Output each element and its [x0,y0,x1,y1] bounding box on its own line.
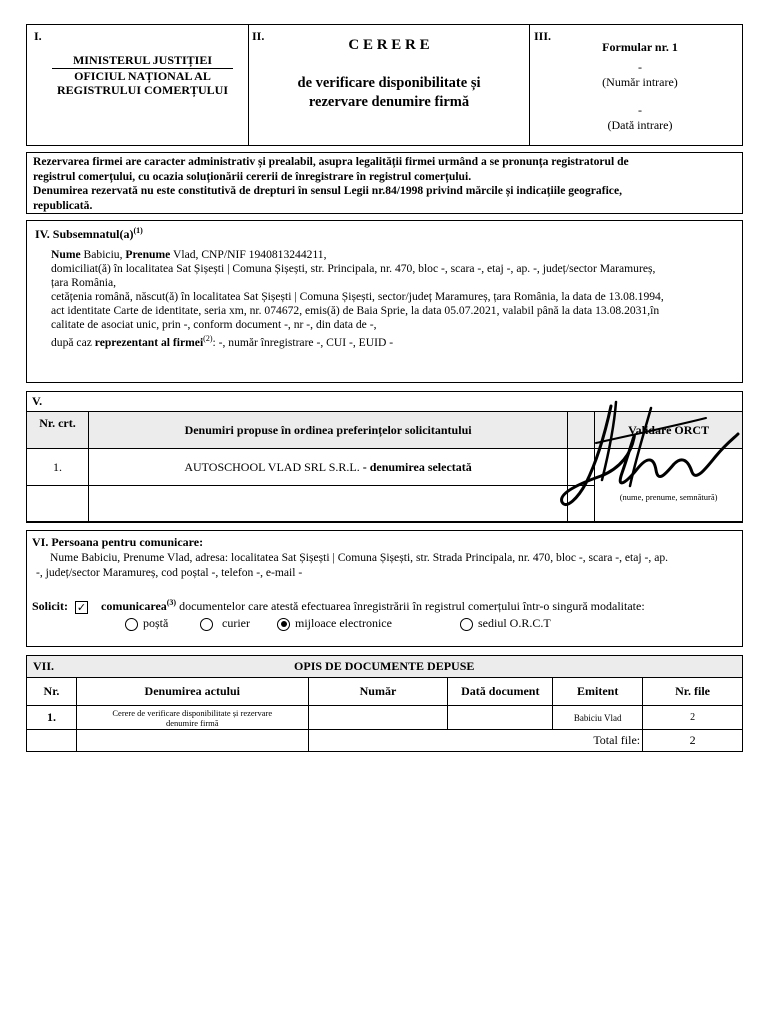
name-label: Nume [51,248,81,261]
doc-row1-act [76,706,308,730]
row2-nr [27,486,89,523]
subtitle-line-2: rezervare denumire firmă [308,94,470,110]
contact-line-2: -, județ/sector Maramureș, cod poștal -, telefon -, e-mail - [36,566,303,579]
entry-number-label: (Număr intrare) [602,75,678,89]
radio-office[interactable] [460,616,551,631]
applicant-heading-text: IV. Subsemnatul(a) [35,227,134,241]
line7-pre: după caz [51,335,92,349]
subtitle-line-1: de verificare disponibilitate și [297,75,481,91]
solicit-row [32,598,645,614]
name-value: Babiciu, [83,248,123,261]
communication-checkbox[interactable]: ✓ [76,601,87,614]
doc-row1-issuer: Babiciu Vlad [553,706,643,730]
notice-line-3: Denumirea rezervată nu este constitutivă de drepturi în sensul Legii nr.84/1998 privind mărcile și indicațiile geografice, [33,184,622,197]
notice-box [26,152,743,214]
radio-office-label: sediul O.R.C.T [478,616,551,630]
total-row-nr [27,730,77,752]
office-line-1: OFICIUL NAȚIONAL AL [74,69,211,83]
entry-date-label: (Dată intrare) [607,118,673,132]
col-validation: Validare ORCT [595,412,743,449]
entry-number-value: - [638,60,642,74]
radio-electronic-label: mijloace electronice [295,616,392,630]
table-row [27,706,743,730]
contact-details [36,550,669,580]
section-number-v: V. [32,394,43,408]
surname-value: Vlad, CNP/NIF 1940813244211, [172,248,327,261]
doc-col-issuer: Emitent [553,678,643,706]
contact-heading: VI. Persoana pentru comunicare: [32,535,204,549]
row1-name [88,449,567,486]
selected-suffix: - denumirea selectată [362,459,472,474]
representative-label: reprezentant al firmei [94,335,204,349]
radio-courier[interactable] [200,616,250,631]
line7-post: : -, număr înregistrare -, CUI -, EUID - [212,335,394,349]
documents-table [26,655,743,752]
header-divider-2 [529,24,530,146]
notice-line-1: Rezervarea firmei are caracter administrativ și prealabil, asupra legalității firmei urmând a se pronunța registratorul de [33,155,629,168]
footnote-3: (3) [166,598,177,607]
radio-courier-circle[interactable] [200,618,213,631]
radio-office-circle[interactable] [460,618,473,631]
doc-row1-files: 2 [643,706,743,730]
applicant-line-4: cetățenia română, născut(ă) în localitatea Sat Șișești | Comuna Șișești, sector/județ Maramureș, țara România, la data de 13.08.1994, [51,290,664,303]
documents-title: OPIS DE DOCUMENTE DEPUSE [76,656,742,678]
doc-row1-number [308,706,448,730]
validation-caption: (nume, prenume, semnătură) [619,492,718,502]
document-subtitle [249,74,529,112]
section-number-vii: VII. [27,656,77,678]
applicant-line-7 [51,332,664,350]
section-number-ii: II. [252,29,265,43]
total-value: 2 [643,730,743,752]
applicant-line-2: domiciliat(ă) în localitatea Sat Șișești | Comuna Șișești, str. Principala, nr. 470, bloc -, scara -, etaj -, ap. -, județ/sector Maramureș, [51,262,656,275]
contact-line-1: Nume Babiciu, Prenume Vlad, adresa: localitatea Sat Șișești | Comuna Șișești, str. Strada Principala, nr. 470, bloc -, scara -, etaj -, ap. [50,551,669,564]
notice-line-4: republicată. [33,198,93,212]
applicant-line-5: act identitate Carte de identitate, seria xm, nr. 074672, emis(ă) de Baia Sprie, la data 05.07.2021, valabil până la data 13.08.2031,în [51,304,660,317]
applicant-line-3: țara România, [51,276,117,289]
doc-col-number: Număr [308,678,448,706]
applicant-line-1 [51,248,664,262]
radio-post[interactable] [125,616,168,631]
doc-row1-date [448,706,553,730]
col-nr-crt: Nr. crt. [27,412,89,449]
proposed-name: AUTOSCHOOL VLAD SRL S.R.L. [184,459,360,474]
footnote-2: (2) [203,334,213,343]
ministry-name [40,53,245,97]
radio-courier-label: curier [222,616,250,630]
doc-col-act: Denumirea actului [76,678,308,706]
form-number: Formular nr. 1 [602,40,678,54]
document-title: C E R E R E [348,37,430,53]
radio-post-circle[interactable] [125,618,138,631]
radio-electronic[interactable] [277,616,392,631]
entry-date-value: - [638,103,642,117]
radio-electronic-circle[interactable] [277,618,290,631]
footnote-1: (1) [133,226,143,235]
signature-icon [556,398,746,513]
solicit-label: Solicit: [32,599,68,613]
surname-label: Prenume [125,248,171,261]
applicant-line-6: calitate de asociat unic, prin -, conform document -, nr -, din data de -, [51,318,377,331]
total-row-act [76,730,308,752]
section-number-i: I. [34,29,42,43]
notice-line-2: registrul comerțului, cu ocazia soluționării cererii de înregistrare în registrul comerțului. [33,169,472,183]
section-number-iii: III. [534,29,552,43]
col-proposed-names: Denumiri propuse în ordinea preferințelor solicitantului [88,412,567,449]
doc-row1-act-line-1: Cerere de verificare disponibilitate și rezervare [112,707,273,718]
office-line-2: REGISTRULUI COMERȚULUI [56,83,229,97]
doc-col-files: Nr. file [643,678,743,706]
radio-post-label: poștă [143,616,169,630]
applicant-details [51,248,664,350]
doc-row1-act-line-2: denumire firmă [165,717,219,728]
communication-label: comunicarea [101,599,167,613]
row2-name [88,486,567,523]
doc-row1-nr: 1. [27,706,77,730]
doc-col-nr: Nr. [27,678,77,706]
row1-nr: 1. [27,449,89,486]
total-label: Total file: [308,730,643,752]
applicant-heading [35,226,143,242]
ministry-line: MINISTERUL JUSTIȚIEI [52,53,233,69]
communication-text: documentelor care atestă efectuarea înregistrării în registrul comerțului într-o singură modalitate: [179,599,645,613]
doc-col-date: Dată document [448,678,553,706]
